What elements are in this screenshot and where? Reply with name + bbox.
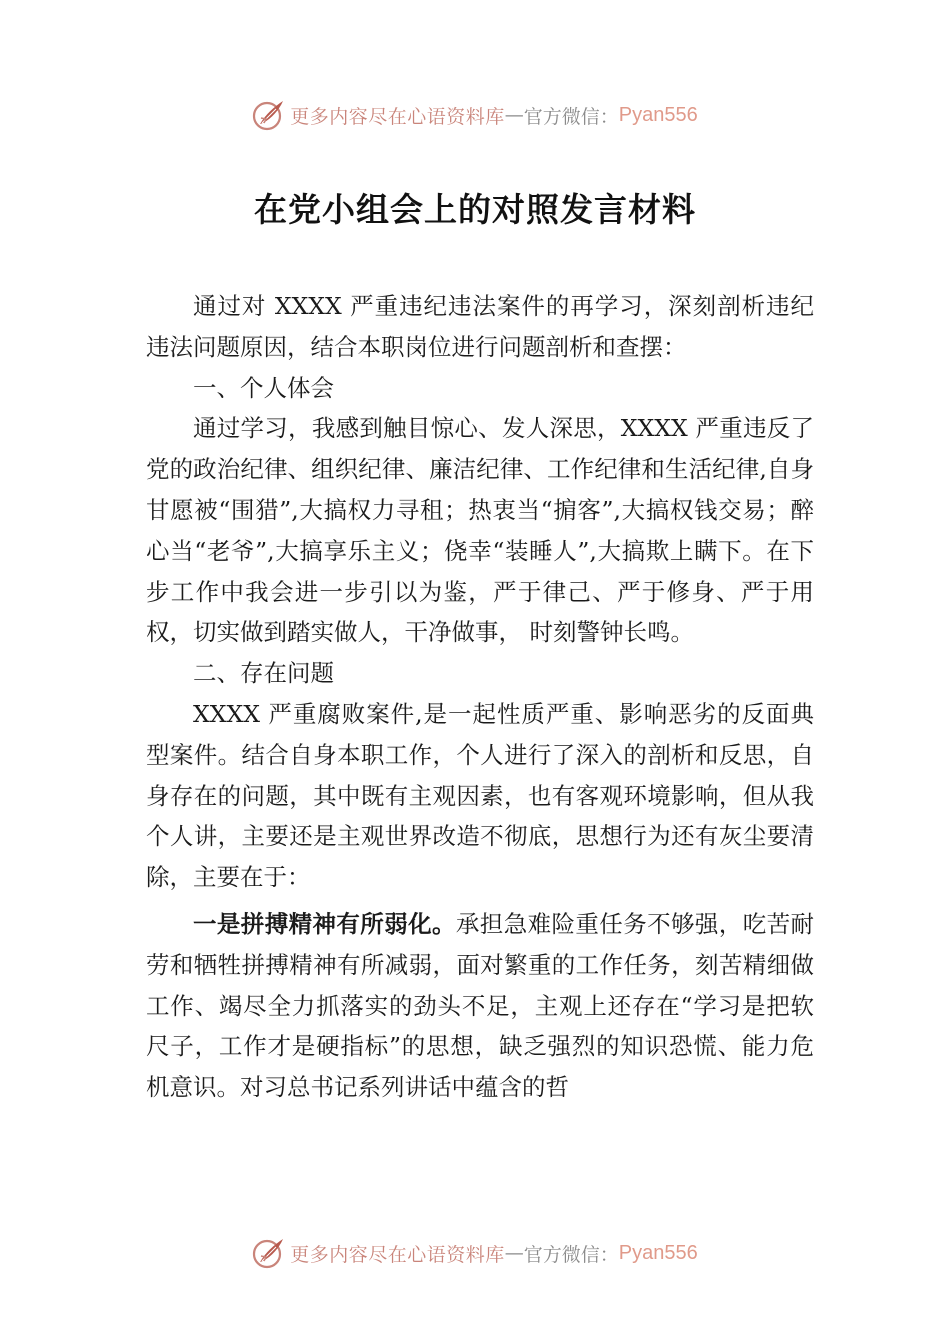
document-body: [146, 286, 814, 1108]
quill-pen-logo-icon: [252, 98, 286, 132]
footer-banner: [0, 1233, 950, 1273]
footer-wechat-label: 官方微信：: [523, 1243, 619, 1266]
header-brand-text: 更多内容尽在心语资料库: [290, 105, 505, 128]
heading-personal-experience: 一、个人体会: [193, 373, 334, 402]
paragraph-experience: 通过学习，我感到触目惊心、发人深思，XXXX 严重违反了党的政治纪律、组织纪律、廉洁纪律、工作纪律和生活纪律,自身甘愿被“围猎”,大搞权力寻租；热衷当“掮客”,大搞权钱交易；醉心当“老爷”,大搞享乐主义；侥幸“装睡人”,大搞欺上瞒下。在下步工作中我会进一步引以为鉴，严于律己、严于修身、严于用权，切实做到踏实做人，干净做事， 时刻警钟长鸣。: [146, 414, 814, 647]
heading-existing-problems: 二、存在问题: [193, 659, 334, 688]
header-wechat-id: Pyan556: [618, 103, 698, 126]
document-title: 在党小组会上的对照发言材料: [254, 190, 696, 229]
quill-pen-logo-icon: [252, 1236, 286, 1270]
header-separator: —: [504, 104, 524, 126]
footer-brand-text: 更多内容尽在心语资料库: [290, 1243, 505, 1266]
footer-wechat-id: Pyan556: [618, 1241, 698, 1264]
paragraph-point-one: [146, 904, 814, 1108]
footer-separator: —: [504, 1242, 524, 1264]
paragraph-intro: 通过对 XXXX 严重违纪违法案件的再学习，深刻剖析违纪违法问题原因，结合本职岗位进行问题剖析和查摆：: [146, 292, 814, 361]
header-wechat-label: 官方微信：: [523, 105, 619, 128]
point-one-lead: 一是拼搏精神有所弱化。: [193, 909, 456, 938]
point-one-text: 承担急难险重任务不够强，吃苦耐劳和牺牲拼搏精神有所减弱，面对繁重的工作任务，刻苦精细做工作、竭尽全力抓落实的劲头不足，主观上还存在“学习是把软尺子，工作才是硬指标”的思想，缺乏强烈的知识恐慌、能力危机意识。对习总书记系列讲话中蕴含的哲: [146, 909, 815, 1102]
header-banner: [0, 95, 950, 135]
paragraph-problems: XXXX 严重腐败案件,是一起性质严重、影响恶劣的反面典型案件。结合自身本职工作，个人进行了深入的剖析和反思，自身存在的问题，其中既有主观因素，也有客观环境影响，但从我个人讲，主要还是主观世界改造不彻底，思想行为还有灰尘要清除，主要在于：: [146, 699, 814, 892]
